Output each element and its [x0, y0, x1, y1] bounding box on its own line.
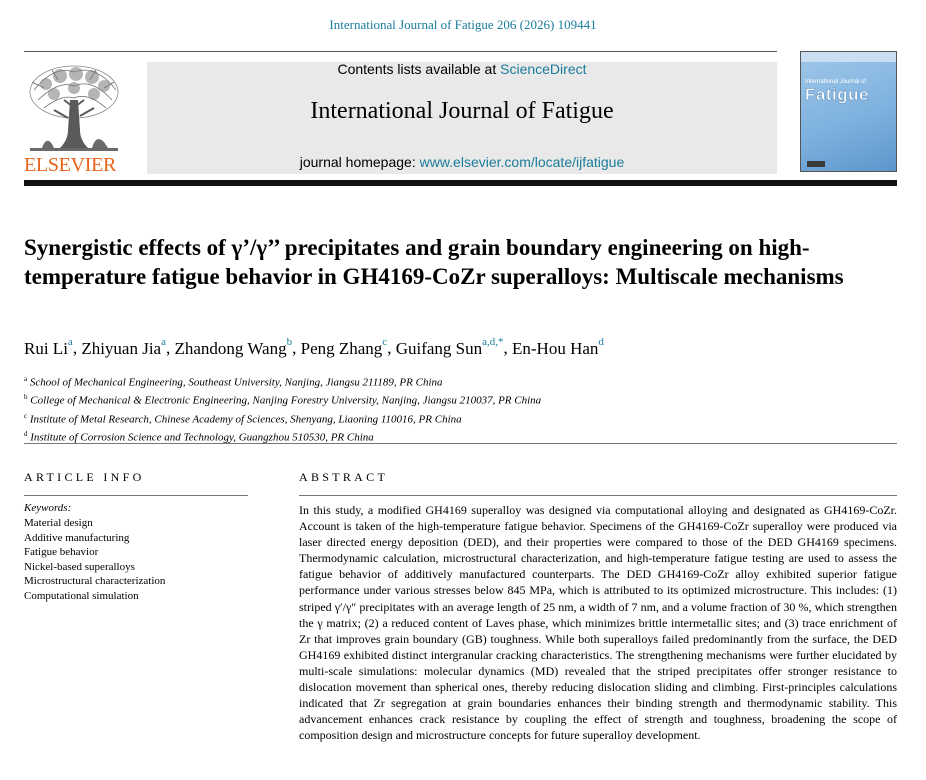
contents-line — [147, 61, 777, 77]
contents-prefix: Contents lists available at — [337, 61, 501, 77]
author-name[interactable] — [81, 336, 166, 358]
cover-title — [805, 79, 869, 105]
journal-cover-thumbnail[interactable] — [800, 51, 897, 172]
author-name[interactable] — [512, 336, 604, 358]
article-info-heading: ARTICLE INFO — [24, 470, 145, 484]
affiliation-text: School of Mechanical Engineering, Southeast University, Nanjing, Jiangsu 211189, PR China — [27, 376, 443, 389]
author-affiliation-marker[interactable]: d — [598, 336, 604, 348]
author-affiliation-marker[interactable]: a — [67, 336, 73, 348]
journal-homepage-line — [147, 154, 777, 170]
affiliation-item — [24, 409, 884, 427]
affiliation-text: Institute of Corrosion Science and Technology, Guangzhou 510530, PR China — [27, 431, 374, 444]
author-name-text: Zhiyuan Jia — [81, 338, 162, 358]
affiliation-marker: b — [24, 393, 28, 402]
keyword-item: Material design — [24, 517, 93, 529]
author-name[interactable] — [395, 336, 504, 358]
article-title: Synergistic effects of γ’/γ’’ precipitates and grain boundary engineering on high-temperature fatigue behavior in GH4169-CoZr superalloys: Multiscale mechanisms — [24, 235, 844, 289]
affiliation-text: College of Mechanical & Electronic Engineering, Nanjing Forestry University, Nanjing, Jiangsu 210037, PR China — [27, 394, 542, 407]
cover-title-text: Fatigue — [805, 85, 869, 104]
author-name-text: Guifang Sun — [395, 338, 483, 358]
journal-citation[interactable]: International Journal of Fatigue 206 (2026) 109441 — [329, 17, 597, 32]
author-name[interactable] — [300, 336, 388, 358]
affiliation-text: Institute of Metal Research, Chinese Academy of Sciences, Shenyang, Liaoning 110016, PR China — [27, 413, 462, 426]
abstract-heading: ABSTRACT — [299, 470, 389, 484]
cover-top-band — [801, 52, 896, 62]
affiliation-marker: c — [24, 411, 28, 420]
article-info-divider — [24, 495, 248, 496]
elsevier-wordmark[interactable]: ELSEVIER — [24, 154, 117, 176]
journal-name: International Journal of Fatigue — [310, 98, 614, 124]
author-affiliation-marker[interactable]: a,d,* — [482, 336, 504, 348]
author-list: Rui Li$^a$, Zhiyuan Jia$^a$, Zhandong Wang$^b$, Peng Zhang$^c$, Guifang Sun$^{a,d,*}$, En-Hou Han$^d$ — [24, 336, 604, 358]
affiliation-marker: a — [24, 375, 28, 383]
affiliation-item — [24, 390, 884, 408]
keyword-list — [24, 516, 165, 603]
author-affiliation-marker[interactable]: c — [382, 336, 388, 348]
section-divider — [24, 443, 897, 444]
header-thick-divider — [24, 180, 897, 186]
top-divider — [24, 51, 777, 52]
sciencedirect-link[interactable]: ScienceDirect — [500, 61, 587, 77]
keyword-item: Fatigue behavior — [24, 546, 99, 558]
author-name-text: En-Hou Han — [512, 338, 599, 358]
keywords-label: Keywords: — [24, 502, 72, 514]
author-name[interactable] — [174, 336, 293, 358]
affiliation-list — [24, 372, 884, 445]
homepage-prefix: journal homepage: — [299, 154, 420, 170]
keyword-item: Additive manufacturing — [24, 531, 130, 544]
abstract-text: In this study, a modified GH4169 superalloy was designed via computational alloying and designated as GH4169-CoZr. Account is taken of the high-temperature fatigue behavior. Specimens of the GH4169-CoZr superalloy were produced via laser directed energy deposition (DED), and their properties were compared to those of the DED GH4169 specimens. Thermodynamic calculation, microstructural characterization, and high-temperature fatigue testing are used to assess the fatigue behavior of additively manufactured counterparts. The DED GH4169-CoZr alloy exhibited superior fatigue performance under various stresses below 845 MPa, which is attributed to its optimized microstructure. This includes: (1) striped γ′/γ″ precipitates with an average length of 25 nm, a width of 7 nm, and a volume fraction of 30 %, which strengthen the γ matrix; (2) a reduced content of Laves phase, which minimizes brittle intermetallic sites; and (3) trace enrichment of Zr that improves grain boundary (GB) toughness. While both superalloys failed predominantly from the surface, the DED GH4169 exhibited distinct intergranular cracking characteristics. The strengthening mechanisms were further elucidated by multi-scale simulations: molecular dynamics (MD) revealed that the striped precipitates offer stronger resistance to dislocation movement than spherical ones, thereby reducing dislocation sliding and climbing. First-principles calculations indicated that Zr segregation at grain boundaries enhances their binding strength and thermodynamic stability. This advancement enhances crack resistance by coupling the effect of strength and toughness, broadening the scope of composition design and microstructure concepts for future superalloy development. — [299, 503, 897, 743]
author-name-text: Zhandong Wang — [174, 338, 287, 358]
homepage-link[interactable]: www.elsevier.com/locate/ijfatigue — [419, 154, 625, 170]
keyword-item: Computational simulation — [24, 589, 139, 602]
author-name-text: Rui Li — [24, 338, 68, 358]
affiliation-item — [24, 372, 884, 390]
keyword-item: Nickel-based superalloys — [24, 560, 135, 573]
author-affiliation-marker[interactable]: b — [286, 336, 293, 348]
author-name-text: Peng Zhang — [300, 338, 383, 358]
abstract-divider — [299, 495, 897, 496]
cover-small-text: International Journal of — [805, 79, 867, 85]
cover-publisher-mark — [807, 161, 825, 167]
affiliation-marker: d — [24, 429, 28, 438]
author-affiliation-marker[interactable]: a — [161, 336, 166, 348]
keyword-item: Microstructural characterization — [24, 575, 166, 587]
author-name[interactable] — [24, 336, 73, 358]
